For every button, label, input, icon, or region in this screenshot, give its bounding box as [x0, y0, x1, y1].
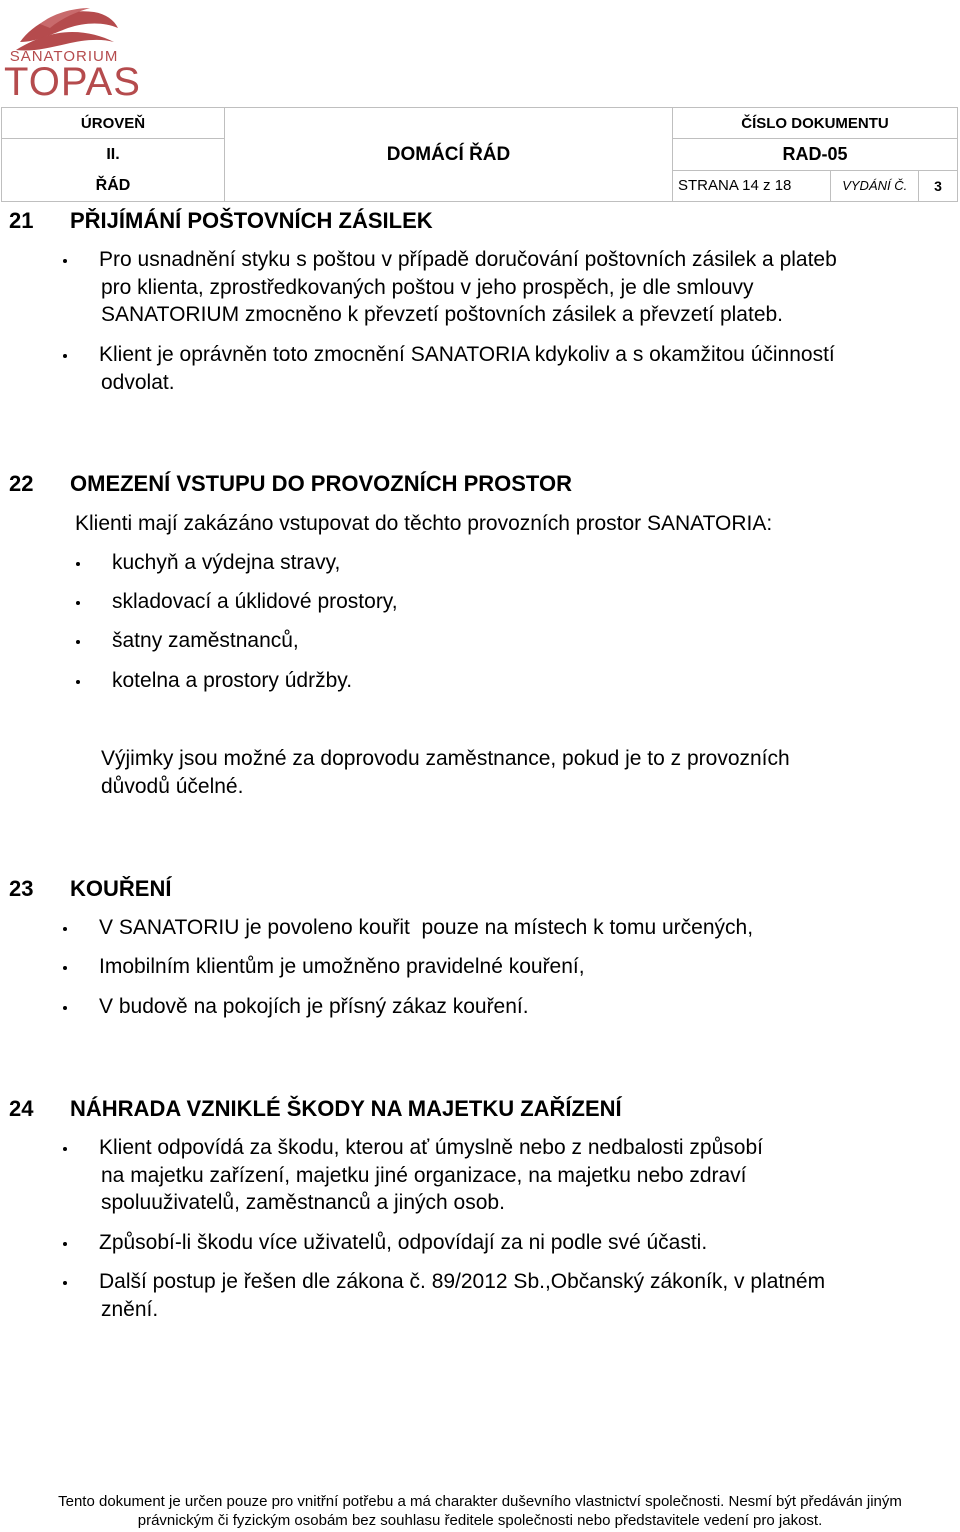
list-item — [99, 993, 529, 1021]
docnum-value: RAD-05 — [673, 139, 958, 171]
section-title: PŘIJÍMÁNÍ POŠTOVNÍCH ZÁSILEK — [70, 208, 433, 233]
text-line: Klient je oprávněn toto zmocnění SANATORIA kdykoliv a s okamžitou účinností — [99, 343, 835, 366]
text-line: Další postup je řešen dle zákona č. 89/2012 Sb.,Občanský zákoník, v platném — [99, 1270, 826, 1293]
bullet-icon — [63, 354, 67, 358]
level-name: ŘÁD — [95, 177, 131, 194]
text-line: kotelna a prostory údržby. — [112, 669, 353, 692]
bullet-icon — [76, 640, 80, 644]
level-cell — [2, 139, 225, 202]
bullet-icon — [63, 1147, 67, 1151]
section-heading — [9, 876, 171, 902]
confidentiality-footer — [0, 1492, 960, 1530]
list-item — [112, 627, 299, 655]
page-indicator: STRANA 14 z 18 — [673, 170, 831, 202]
text-line: pro klienta, zprostředkovaných poštou v jeho prospěch, je dle smlouvy — [101, 275, 754, 299]
text-line: odvolat. — [101, 370, 175, 394]
text-line: SANATORIUM zmocněno k převzetí poštovních zásilek a převzetí plateb. — [101, 303, 784, 326]
document-title: DOMÁCÍ ŘÁD — [225, 108, 673, 202]
section-heading — [9, 471, 572, 497]
text-line: spoluuživatelů, zaměstnanců a jiných osob. — [101, 1191, 505, 1214]
text-line: Imobilním klientům je umožněno pravidelné kouření, — [99, 955, 585, 978]
text-line: důvodů účelné. — [101, 774, 244, 798]
level-value: II. — [106, 146, 120, 163]
text-line: V SANATORIU je povoleno kouřit pouze na místech k tomu určených, — [99, 916, 754, 939]
logo-text-sanatorium: SANATORIUM — [9, 48, 119, 65]
edition-value: 3 — [919, 170, 958, 202]
footer-line: Tento dokument je určen pouze pro vnitřní potřebu a má charakter duševního vlastnictví společnosti. Nesmí být předáván jiným — [58, 1493, 902, 1510]
text-line: Způsobí-li škodu více uživatelů, odpovídají za ni podle své účasti. — [99, 1231, 708, 1254]
text-line: Výjimky jsou možné za doprovodu zaměstnance, pokud je to z provozních — [101, 747, 790, 770]
edition-label: VYDÁNÍ Č. — [831, 170, 919, 202]
document-header-table — [1, 107, 958, 202]
list-item — [112, 667, 352, 695]
bullet-icon — [63, 1006, 67, 1010]
docnum-caption: ČÍSLO DOKUMENTU — [673, 108, 958, 139]
bullet-icon — [76, 680, 80, 684]
text-line: znění. — [101, 1297, 159, 1321]
text-line: Pro usnadnění styku s poštou v případě doručování poštovních zásilek a plateb — [99, 248, 837, 271]
bullet-icon — [76, 562, 80, 566]
list-item — [99, 953, 585, 981]
list-item — [99, 246, 949, 329]
section-number: 22 — [9, 471, 34, 496]
text-line: skladovací a úklidové prostory, — [112, 590, 398, 613]
text-line: Klient odpovídá za škodu, kterou ať úmyslně nebo z nedbalosti způsobí — [99, 1136, 763, 1159]
bullet-icon — [63, 1242, 67, 1246]
section-number: 24 — [9, 1096, 34, 1121]
footer-line: právnickým či fyzickým osobám bez souhlasu ředitele společnosti nebo představitele vedení pro jakost. — [137, 1512, 823, 1529]
text-line: kuchyň a výdejna stravy, — [112, 551, 341, 574]
section-number: 21 — [9, 208, 34, 233]
list-item — [112, 588, 398, 616]
section-note — [101, 745, 941, 800]
bullet-icon — [63, 966, 67, 970]
bullet-icon — [63, 1281, 67, 1285]
list-item — [99, 341, 949, 396]
list-item — [99, 1134, 949, 1217]
list-item — [99, 914, 753, 942]
text-line: V budově na pokojích je přísný zákaz kouření. — [99, 995, 529, 1018]
list-item — [112, 549, 340, 577]
section-heading — [9, 1096, 622, 1122]
list-item — [99, 1268, 949, 1323]
bullet-icon — [76, 601, 80, 605]
bullet-icon — [63, 259, 67, 263]
logo-text-topas: TOPAS — [4, 60, 141, 104]
section-title: OMEZENÍ VSTUPU DO PROVOZNÍCH PROSTOR — [70, 471, 572, 496]
level-caption: ÚROVEŇ — [2, 108, 225, 139]
bullet-icon — [63, 927, 67, 931]
list-item — [99, 1229, 949, 1257]
section-number: 23 — [9, 876, 34, 901]
section-heading — [9, 208, 433, 234]
section-title: KOUŘENÍ — [70, 876, 172, 901]
section-title: NÁHRADA VZNIKLÉ ŠKODY NA MAJETKU ZAŘÍZENÍ — [70, 1096, 622, 1121]
section-intro: Klienti mají zakázáno vstupovat do těchto provozních prostor SANATORIA: — [75, 512, 773, 535]
text-line: šatny zaměstnanců, — [112, 629, 299, 652]
text-line: na majetku zařízení, majetku jiné organizace, na majetku nebo zdraví — [101, 1163, 747, 1187]
